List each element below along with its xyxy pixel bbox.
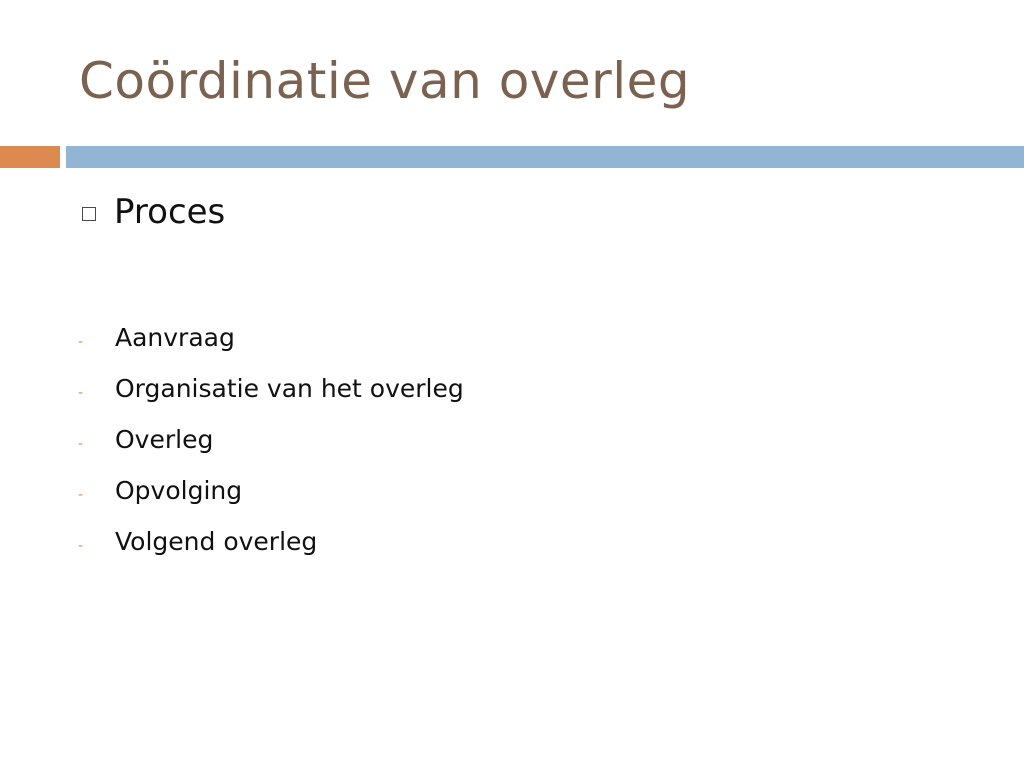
- list-item: [78, 465, 464, 516]
- dash-marker: -: [78, 333, 84, 350]
- list-item: [78, 363, 464, 414]
- accent-bar-orange: [0, 146, 60, 168]
- main-bullet: [82, 192, 225, 232]
- hollow-square-icon: [82, 207, 96, 221]
- slide-title: Coördinatie van overleg: [79, 52, 691, 110]
- dash-marker: -: [78, 537, 84, 554]
- accent-bar-blue: [66, 146, 1024, 168]
- sub-list: [78, 312, 464, 567]
- list-item-text: Organisatie van het overleg: [115, 374, 464, 403]
- dash-marker: -: [78, 384, 84, 401]
- list-item: [78, 312, 464, 363]
- dash-marker: -: [78, 486, 84, 503]
- dash-marker: -: [78, 435, 84, 452]
- list-item-text: Overleg: [115, 425, 214, 454]
- list-item-text: Opvolging: [115, 476, 243, 505]
- main-bullet-text: Proces: [114, 192, 226, 232]
- list-item-text: Volgend overleg: [115, 527, 318, 556]
- list-item-text: Aanvraag: [115, 323, 235, 352]
- list-item: [78, 516, 464, 567]
- list-item: [78, 414, 464, 465]
